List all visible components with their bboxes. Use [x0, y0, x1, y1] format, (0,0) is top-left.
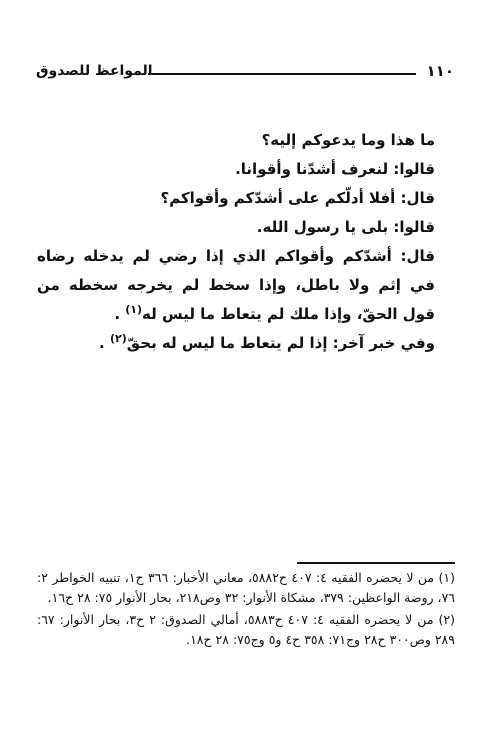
text-line: قالوا: بلى يا رسول الله.: [256, 218, 435, 236]
text-line: قالوا: لنعرف أشدّنا وأقوانا.: [235, 160, 435, 178]
text-line: ما هذا وما يدعوكم إليه؟: [261, 131, 435, 149]
header-rule: [148, 73, 416, 75]
footnote-reference: (١): [125, 303, 143, 316]
paragraph-text: قال: أشدّكم وأقواكم الذي إذا رضي لم يدخله رضاه في إثم ولا باطل، وإذا سخط لم يخرجه سخطه من قول الحقّ، وإذا ملك لم يتعاط ما ليس له: [37, 247, 435, 323]
footnote: (٢) من لا يحضره الفقيه ٤: ٤٠٧ ح٥٨٨٣، أمالي الصدوق: ٢ ح٣، بحار الأنوار: ٦٧: ٢٨٩ وص٣٠٠ ح٢٨ وج٧١: ٣٥٨ ح٤ و٥ وج٧٥: ٢٨ ح١٨.: [37, 612, 456, 647]
line-text: وفي خبر آخر: إذا لم يتعاط ما ليس له بحقّ: [126, 334, 435, 352]
text-paragraph: [37, 242, 455, 329]
running-header: [36, 62, 454, 88]
main-text: [37, 126, 455, 358]
line-ending: .: [99, 334, 110, 352]
footnotes: [37, 568, 455, 652]
footnote: (١) من لا يحضره الفقيه ٤: ٤٠٧ ح٥٨٨٢، معاني الأخبار: ٣٦٦ ح١، تنبيه الخواطر ٢: ٧٦، روضة الواعظين: ٣٧٩، مشكاة الأنوار: ٣٢ وص٢١٨، بحار الأنوار ٧٥: ٢٨ ح١٦.: [37, 570, 456, 605]
text-line: [37, 329, 455, 358]
running-title: المواعظ للصدوق: [36, 63, 153, 79]
text-line: قال: أفلا أدلّكم على أشدّكم وأقواكم؟: [160, 189, 435, 207]
footnote-separator: [297, 562, 455, 564]
page-number: ١١٠: [426, 62, 454, 80]
paragraph-ending: .: [114, 305, 126, 323]
footnote-reference: (٢): [109, 332, 127, 345]
